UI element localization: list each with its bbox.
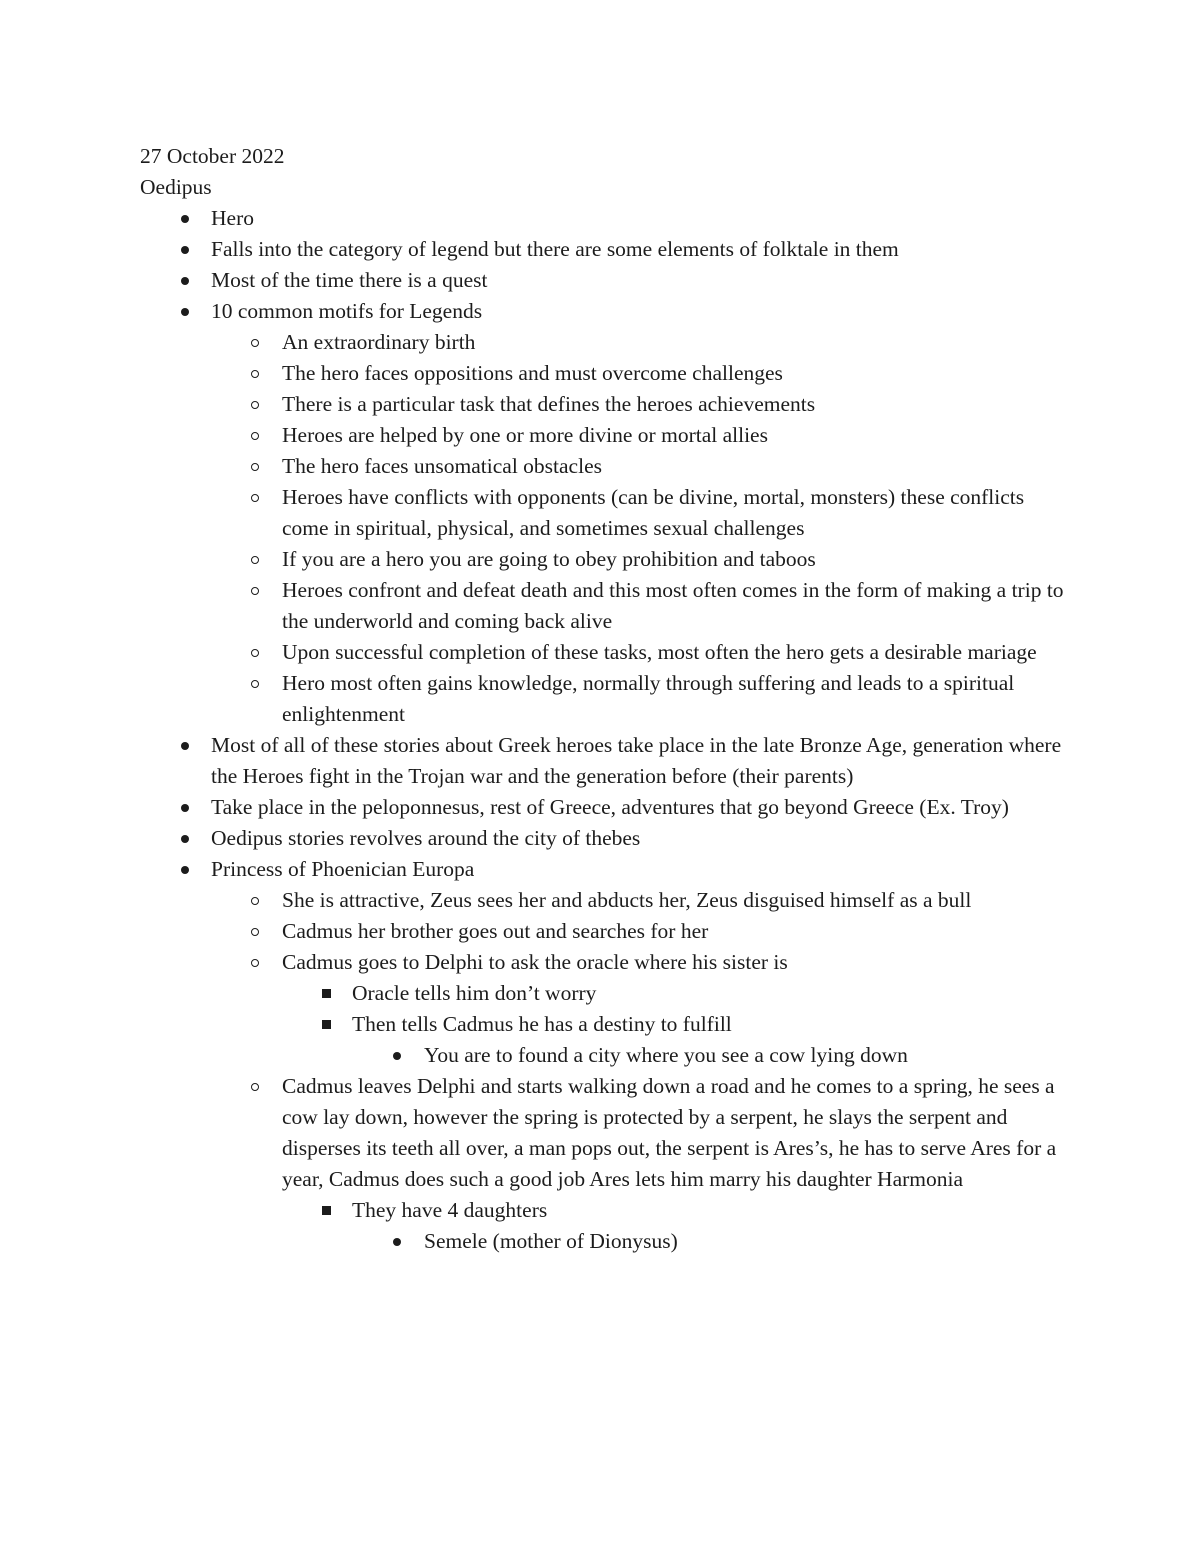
- filled-circle-bullet-icon: [387, 1226, 407, 1257]
- list-item: There is a particular task that defines the heroes achievements: [140, 389, 1070, 420]
- list-item: If you are a hero you are going to obey prohibition and taboos: [140, 544, 1070, 575]
- list-item: Oedipus stories revolves around the city of thebes: [140, 823, 1070, 854]
- hollow-circle-bullet-icon: [245, 482, 265, 513]
- list-item: Princess of Phoenician Europa: [140, 854, 1070, 885]
- motifs-sublist: [140, 327, 1070, 730]
- square-bullet-icon: [316, 978, 336, 1009]
- hollow-circle-bullet-icon: [245, 885, 265, 916]
- document-title: Oedipus: [140, 175, 212, 199]
- list-item: Semele (mother of Dionysus): [140, 1226, 1070, 1257]
- daughters-sublist: [140, 1195, 1070, 1226]
- list-item: Falls into the category of legend but there are some elements of folktale in them: [140, 234, 1070, 265]
- list-item: Cadmus leaves Delphi and starts walking down a road and he comes to a spring, he sees a cow lay down, however the spring is protected by a serpent, he slays the serpent and disperses its teeth all over, a man pops out, the serpent is Ares’s, he has to serve Ares for a year, Cadmus does such a good job Ares lets him marry his daughter Harmonia: [140, 1071, 1070, 1195]
- hollow-circle-bullet-icon: [245, 575, 265, 606]
- list-item: Hero: [140, 203, 1070, 234]
- hollow-circle-bullet-icon: [245, 916, 265, 947]
- list-item: Most of the time there is a quest: [140, 265, 1070, 296]
- list-item: Oracle tells him don’t worry: [140, 978, 1070, 1009]
- list-item: Then tells Cadmus he has a destiny to fulfill: [140, 1009, 1070, 1040]
- list-item: The hero faces unsomatical obstacles: [140, 451, 1070, 482]
- list-item: 10 common motifs for Legends: [140, 296, 1070, 327]
- hollow-circle-bullet-icon: [245, 451, 265, 482]
- list-item: Cadmus her brother goes out and searches for her: [140, 916, 1070, 947]
- semele-sublist: [140, 1226, 1070, 1257]
- notes-list-continued: [140, 730, 1070, 885]
- filled-circle-bullet-icon: [175, 265, 195, 296]
- document-page: [140, 141, 1070, 1257]
- destiny-sublist: [140, 1040, 1070, 1071]
- list-item: She is attractive, Zeus sees her and abducts her, Zeus disguised himself as a bull: [140, 885, 1070, 916]
- hollow-circle-bullet-icon: [245, 389, 265, 420]
- list-item: Hero most often gains knowledge, normally through suffering and leads to a spiritual enlightenment: [140, 668, 1070, 730]
- list-item: Heroes are helped by one or more divine or mortal allies: [140, 420, 1070, 451]
- filled-circle-bullet-icon: [175, 296, 195, 327]
- filled-circle-bullet-icon: [175, 823, 195, 854]
- square-bullet-icon: [316, 1009, 336, 1040]
- filled-circle-bullet-icon: [175, 854, 195, 885]
- hollow-circle-bullet-icon: [245, 358, 265, 389]
- hollow-circle-bullet-icon: [245, 420, 265, 451]
- hollow-circle-bullet-icon: [245, 1071, 265, 1102]
- list-item: The hero faces oppositions and must overcome challenges: [140, 358, 1070, 389]
- filled-circle-bullet-icon: [175, 234, 195, 265]
- list-item: You are to found a city where you see a cow lying down: [140, 1040, 1070, 1071]
- filled-circle-bullet-icon: [175, 203, 195, 234]
- europa-sublist: [140, 885, 1070, 978]
- list-item: Heroes confront and defeat death and this most often comes in the form of making a trip to the underworld and coming back alive: [140, 575, 1070, 637]
- filled-circle-bullet-icon: [175, 792, 195, 823]
- list-item: They have 4 daughters: [140, 1195, 1070, 1226]
- square-bullet-icon: [316, 1195, 336, 1226]
- filled-circle-bullet-icon: [175, 730, 195, 761]
- list-item: Upon successful completion of these tasks, most often the hero gets a desirable mariage: [140, 637, 1070, 668]
- list-item: An extraordinary birth: [140, 327, 1070, 358]
- list-item: Cadmus goes to Delphi to ask the oracle where his sister is: [140, 947, 1070, 978]
- cadmus-sublist: [140, 1071, 1070, 1195]
- list-item: Heroes have conflicts with opponents (can be divine, mortal, monsters) these conflicts come in spiritual, physical, and sometimes sexual challenges: [140, 482, 1070, 544]
- notes-list: [140, 203, 1070, 327]
- list-item: Most of all of these stories about Greek heroes take place in the late Bronze Age, generation where the Heroes fight in the Trojan war and the generation before (their parents): [140, 730, 1070, 792]
- hollow-circle-bullet-icon: [245, 637, 265, 668]
- filled-circle-bullet-icon: [387, 1040, 407, 1071]
- hollow-circle-bullet-icon: [245, 544, 265, 575]
- list-item: Take place in the peloponnesus, rest of Greece, adventures that go beyond Greece (Ex. Troy): [140, 792, 1070, 823]
- hollow-circle-bullet-icon: [245, 327, 265, 358]
- date-line: 27 October 2022: [140, 144, 285, 168]
- hollow-circle-bullet-icon: [245, 947, 265, 978]
- hollow-circle-bullet-icon: [245, 668, 265, 699]
- oracle-sublist: [140, 978, 1070, 1040]
